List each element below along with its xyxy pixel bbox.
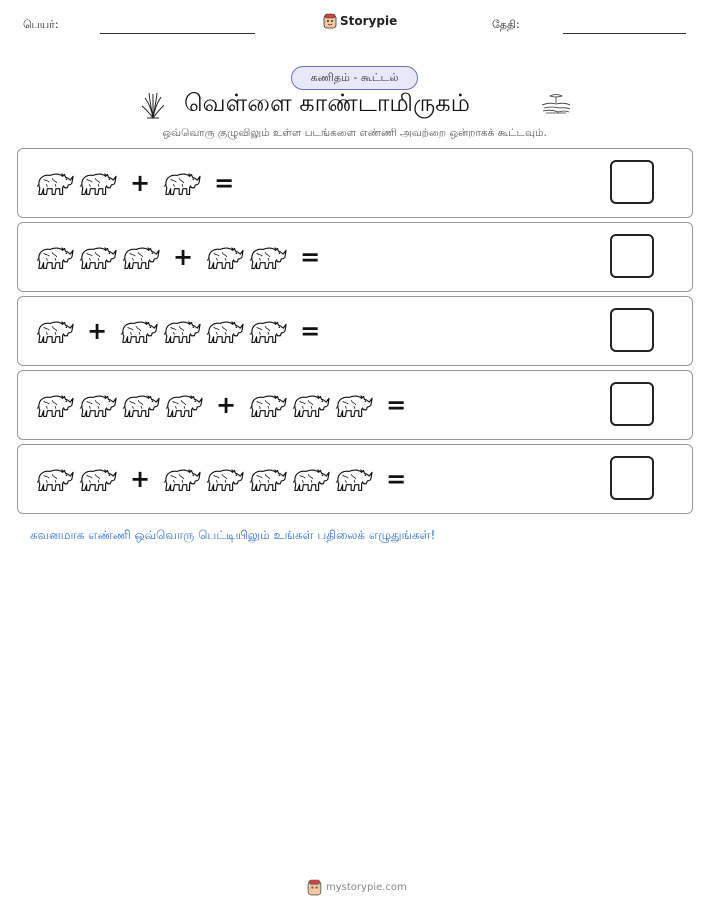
answer-box[interactable]: [610, 382, 654, 426]
rhino-icon: [206, 464, 244, 494]
rhino-icon: [163, 168, 201, 198]
problem-row: [17, 148, 693, 218]
answer-box[interactable]: [610, 456, 654, 500]
equals-sign: =: [386, 391, 407, 419]
problem-row: [17, 444, 693, 514]
rhino-icon: [163, 464, 201, 494]
brand: [323, 13, 397, 29]
rhino-icon: [79, 242, 117, 272]
rhino-icon: [163, 316, 201, 346]
equals-sign: =: [214, 169, 235, 197]
plus-sign: +: [216, 391, 237, 419]
rhino-icon: [165, 390, 203, 420]
rhino-icon: [249, 242, 287, 272]
rhino-icon: [292, 464, 330, 494]
problem-row: [17, 370, 693, 440]
rhino-icon: [292, 390, 330, 420]
equation: [36, 371, 406, 439]
equation: [36, 445, 406, 513]
rhino-icon: [122, 242, 160, 272]
problem-row: [17, 222, 693, 292]
answer-box[interactable]: [610, 160, 654, 204]
footer-site: mystorypie.com: [326, 882, 407, 893]
rhino-icon: [249, 464, 287, 494]
footer-note: கவனமாக எண்ணி ஒவ்வொரு பெட்டியிலும் உங்கள் பதிலைக் எழுதுங்கள்!: [30, 528, 436, 542]
rhino-icon: [335, 464, 373, 494]
rhino-icon: [249, 316, 287, 346]
storypie-logo-icon: [307, 879, 322, 896]
rhino-icon: [249, 390, 287, 420]
footer: [307, 879, 407, 896]
grass-icon: [141, 90, 165, 120]
plus-sign: +: [130, 169, 151, 197]
equation: [36, 149, 234, 217]
rhino-icon: [36, 242, 74, 272]
rhino-icon: [36, 316, 74, 346]
rhino-icon: [36, 464, 74, 494]
name-line[interactable]: [100, 33, 255, 34]
answer-box[interactable]: [610, 308, 654, 352]
worksheet-title: வெள்ளை காண்டாமிருகம்: [184, 89, 470, 117]
rhino-icon: [36, 168, 74, 198]
equation: [36, 223, 320, 291]
rhino-icon: [206, 242, 244, 272]
plus-sign: +: [87, 317, 108, 345]
plus-sign: +: [130, 465, 151, 493]
problem-row: [17, 296, 693, 366]
date-line[interactable]: [563, 33, 686, 34]
rhino-icon: [120, 316, 158, 346]
rhino-icon: [206, 316, 244, 346]
savanna-landscape-icon: [540, 93, 572, 115]
date-label: தேதி:: [492, 18, 520, 31]
rhino-icon: [79, 168, 117, 198]
rhino-icon: [122, 390, 160, 420]
equals-sign: =: [300, 243, 321, 271]
subject-badge: கணிதம் - கூட்டல்: [291, 66, 418, 90]
rhino-icon: [335, 390, 373, 420]
brand-name: Storypie: [340, 14, 398, 28]
instruction-text: ஒவ்வொரு குழுவிலும் உள்ள படங்களை எண்ணி அவற்றை ஒன்றாகக் கூட்டவும்.: [162, 127, 547, 139]
rhino-icon: [36, 390, 74, 420]
rhino-icon: [79, 390, 117, 420]
rhino-icon: [79, 464, 117, 494]
plus-sign: +: [173, 243, 194, 271]
answer-box[interactable]: [610, 234, 654, 278]
equation: [36, 297, 320, 365]
name-label: பெயர்:: [23, 18, 59, 31]
equals-sign: =: [386, 465, 407, 493]
storypie-logo-icon: [323, 13, 337, 29]
equals-sign: =: [300, 317, 321, 345]
